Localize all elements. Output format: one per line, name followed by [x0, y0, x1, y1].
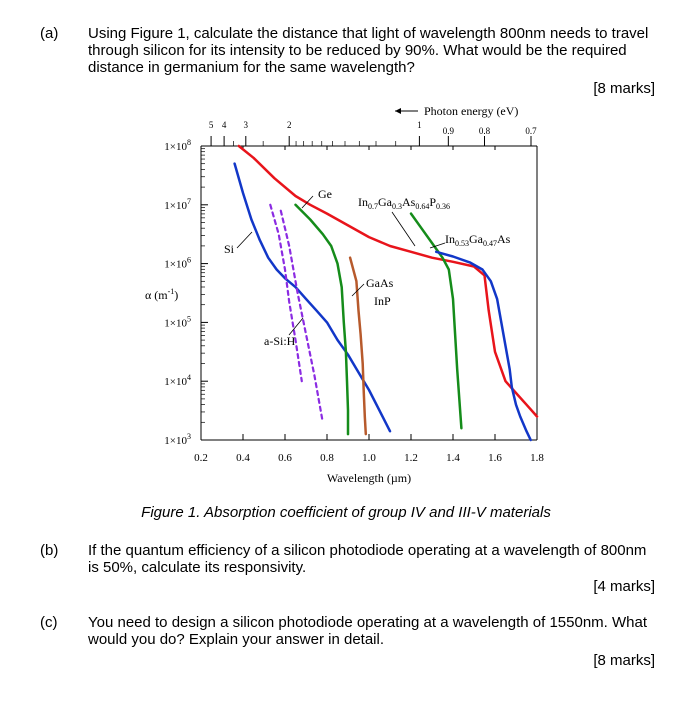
figure-caption: Figure 1. Absorption coefficient of group IV and III-V materials: [141, 504, 551, 521]
leader-si: [237, 232, 252, 248]
energy-arrow-head: [395, 108, 401, 114]
top-axis-label: Photon energy (eV): [424, 104, 519, 118]
x-tick-label: 1.4: [446, 452, 460, 464]
top-tick-label: 1: [417, 120, 422, 130]
x-tick-label: 0.8: [320, 452, 334, 464]
y-tick-label: $1\times 10^7$: [164, 196, 191, 212]
top-tick-label: 4: [221, 120, 227, 130]
x-tick-label: 0.6: [278, 452, 292, 464]
top-tick-label: 0.8: [478, 126, 491, 136]
y-tick-label: $1\times 10^5$: [164, 314, 191, 330]
label-ge: Ge: [318, 187, 332, 201]
x-tick-label: 0.2: [194, 452, 208, 464]
question-b-text: If the quantum efficiency of a silicon photodiode operating at a wavelength of 800nm is 50%, calculate its responsivity.: [88, 542, 647, 576]
top-tick-label: 0.9: [442, 126, 454, 136]
top-tick-label: 0.7: [525, 126, 537, 136]
label-ingaas: $In_{0.53}Ga_{0.47}As$: [445, 232, 511, 248]
y-tick-label: $1\times 10^3$: [164, 432, 191, 447]
question-b-label: (b): [40, 542, 59, 559]
y-axis-label: α $(m^{-1})$: [145, 287, 179, 302]
question-c-marks: [8 marks]: [593, 652, 655, 669]
question-a-label: (a): [40, 25, 59, 42]
label-inp: InP: [374, 294, 391, 308]
label-ingaasp: $In_{0.7}Ga_{0.3}As_{0.64}P_{0.36}$: [358, 195, 451, 211]
top-tick-label: 3: [243, 120, 249, 130]
leader-a-si-h: [289, 318, 303, 335]
x-tick-label: 1.8: [530, 452, 544, 464]
label-a-si-h: a-Si:H: [264, 334, 296, 348]
question-c-text: You need to design a silicon photodiode operating at a wavelength of 1550nm. What would you do? Explain your answer in detail.: [88, 614, 648, 648]
label-si: Si: [224, 242, 235, 256]
question-c-label: (c): [40, 614, 58, 631]
y-tick-label: $1\times 10^4$: [164, 373, 191, 389]
x-axis-label: Wavelength (µm): [326, 471, 412, 485]
question-a-marks: [8 marks]: [593, 80, 655, 97]
x-tick-label: 1.2: [404, 452, 418, 464]
top-tick-label: 2: [286, 120, 292, 130]
y-tick-label: $1\times 10^6$: [164, 255, 191, 271]
data-curves: [235, 146, 537, 440]
curve-a-si-h-branch-7: [281, 211, 323, 423]
x-tick-label: 1.6: [488, 452, 502, 464]
question-b-marks: [4 marks]: [593, 578, 655, 595]
top-tick-label: 5: [208, 120, 214, 130]
x-tick-label: 1.0: [362, 452, 376, 464]
x-tick-label: 0.4: [236, 452, 250, 464]
question-a-text: Using Figure 1, calculate the distance that light of wavelength 800nm needs to travel through silicon for its intensity to be reduced by 90%. What would be the required distance in germanium for the same wavelength?: [88, 25, 649, 76]
label-gaas: GaAs: [366, 276, 394, 290]
leader-quaternary: [392, 212, 415, 246]
y-tick-label: $1\times 10^8$: [164, 138, 191, 153]
